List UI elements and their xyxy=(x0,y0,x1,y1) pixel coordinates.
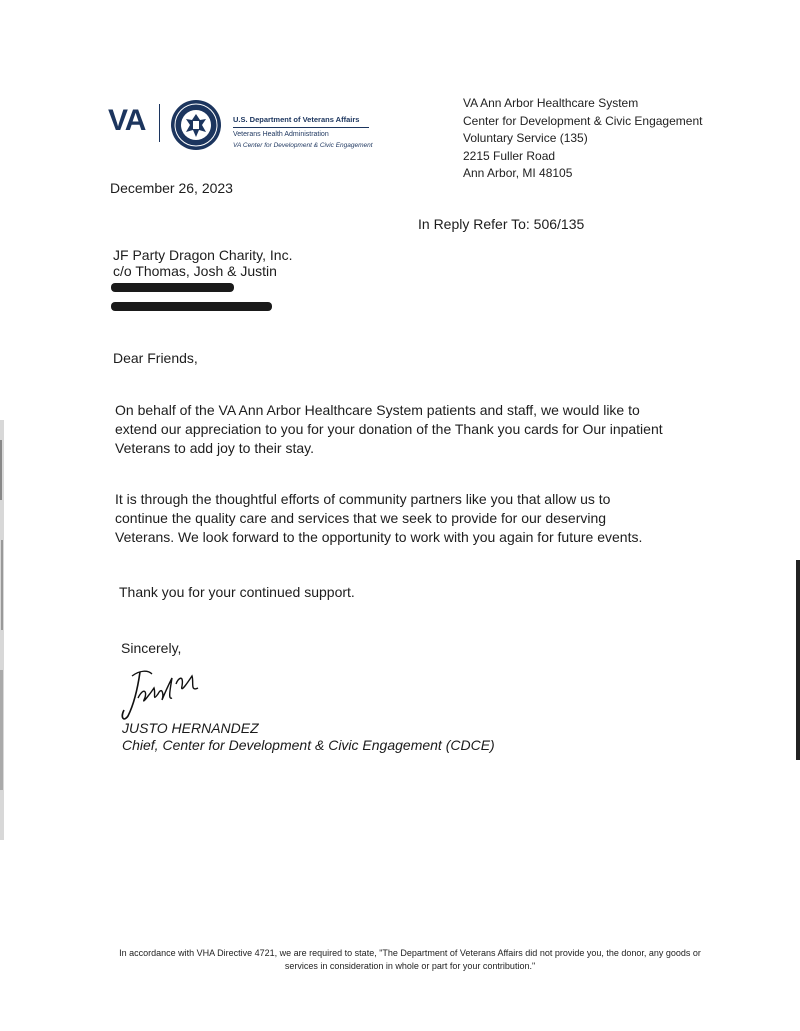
logo-divider xyxy=(159,104,160,142)
sender-address xyxy=(463,95,702,183)
letter-date: December 26, 2023 xyxy=(110,180,233,196)
va-seal-icon xyxy=(170,99,222,151)
footer-line: In accordance with VHA Directive 4721, we are required to state, "The Department of Veterans Affairs did not provide you, the donor, any goods or xyxy=(119,948,701,958)
paragraph-line: It is through the thoughtful efforts of community partners like you that allow us to xyxy=(115,491,611,507)
reply-reference: In Reply Refer To: 506/135 xyxy=(418,216,585,232)
address-line: 2215 Fuller Road xyxy=(463,148,556,163)
department-divider xyxy=(233,127,369,128)
paragraph-community xyxy=(115,490,642,547)
closing-thanks: Thank you for your continued support. xyxy=(119,584,355,600)
signer-title: Chief, Center for Development & Civic Engagement (CDCE) xyxy=(122,737,495,753)
paragraph-appreciation xyxy=(115,401,663,458)
redacted-address-line xyxy=(111,302,272,311)
scan-edge-artifact xyxy=(0,420,4,840)
address-line: VA Ann Arbor Healthcare System xyxy=(463,96,639,110)
paragraph-line: extend our appreciation to you for your donation of the Thank you cards for Our inpatient xyxy=(115,421,663,437)
paragraph-line: On behalf of the VA Ann Arbor Healthcare System patients and staff, we would like to xyxy=(115,402,640,418)
address-line: Voluntary Service (135) xyxy=(463,131,588,146)
paragraph-line: Veterans to add joy to their stay. xyxy=(115,440,314,456)
recipient-care-of: c/o Thomas, Josh & Justin xyxy=(113,263,277,279)
va-logo: VA xyxy=(108,104,146,137)
address-line: Ann Arbor, MI 48105 xyxy=(463,166,573,181)
signer-name: JUSTO HERNANDEZ xyxy=(122,720,259,736)
salutation: Dear Friends, xyxy=(113,350,198,366)
recipient-organization: JF Party Dragon Charity, Inc. xyxy=(113,247,293,263)
department-name: U.S. Department of Veterans Affairs xyxy=(233,115,360,124)
footer-disclaimer xyxy=(90,947,730,973)
paragraph-line: continue the quality care and services that we seek to provide for our deserving xyxy=(115,510,607,526)
closing: Sincerely, xyxy=(121,640,182,656)
scan-edge-artifact xyxy=(796,560,800,760)
address-line: Center for Development & Civic Engagement xyxy=(463,113,703,128)
redacted-address-line xyxy=(111,283,234,292)
recipient-block xyxy=(113,247,292,279)
footer-line: services in consideration in whole or part for your contribution." xyxy=(284,961,536,971)
center-name: VA Center for Development & Civic Engagement xyxy=(233,142,373,149)
paragraph-line: Veterans. We look forward to the opportunity to work with you again for future events. xyxy=(115,529,643,545)
administration-name: Veterans Health Administration xyxy=(233,131,329,138)
